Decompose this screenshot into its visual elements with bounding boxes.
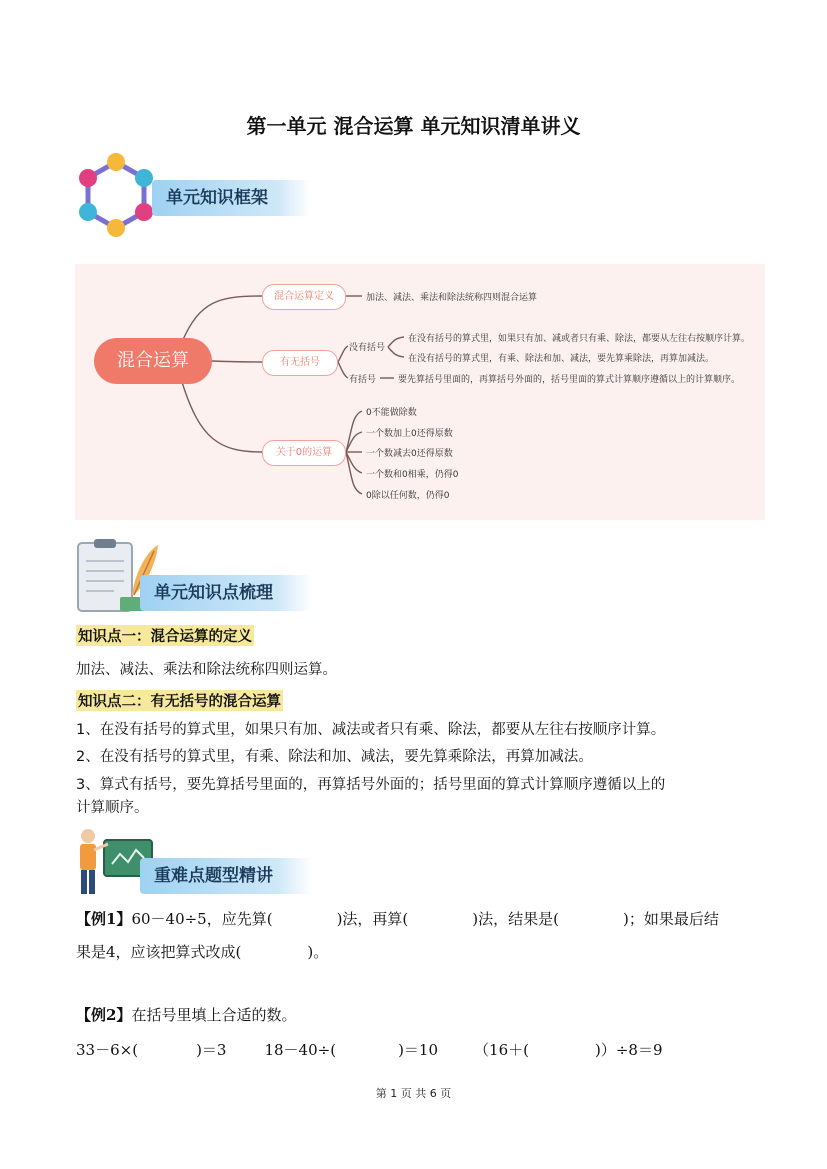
example1-text: )法，再算( [336,910,409,928]
kp2-item: 3、算式有括号，要先算括号里面的，再算括号外面的；括号里面的算式计算顺序遵循以上的 [76,777,666,793]
has-paren-text: 要先算括号里面的，再算括号外面的，括号里面的算式计算顺序遵循以上的计算顺序。 [398,375,741,385]
kp1-heading: 知识点一：混合运算的定义 [76,625,254,646]
example1-line2 [76,941,328,962]
section-title: 重难点题型精讲 [154,866,273,886]
example1-text: )；如果最后结 [623,910,719,928]
section-banner-examples [140,858,312,894]
example1-text: 60－40÷5，应先算( [131,910,273,928]
kp2-item: 2、在没有括号的算式里，有乘、除法和加、减法，要先算乘除法，再算加减法。 [76,749,593,765]
example1-text: )。 [307,943,329,961]
equation-text: )）÷8＝9 [594,1041,663,1059]
section-title: 单元知识框架 [166,188,268,208]
node-parens: 有无括号 [262,350,338,376]
example1-line1 [76,908,719,929]
zero-item: 一个数加上0还得原数 [366,429,453,439]
equation-text: 33－6×( [76,1041,139,1059]
node-zero: 关于0的运算 [262,440,346,466]
page-footer: 第 1 页 共 6 页 [375,1087,452,1100]
no-paren-label: 没有括号 [349,343,386,353]
zero-item: 0除以任何数，仍得0 [366,491,450,501]
example1-tag: 【例1】 [76,910,132,928]
kp2-heading-wrap [76,690,283,711]
zero-item: 一个数减去0还得原数 [366,449,453,459]
kp2-heading: 知识点二：有无括号的混合运算 [76,690,283,711]
equation-text: （16＋( [474,1041,529,1059]
kp2-item: 计算顺序。 [76,800,149,816]
kp1-heading-wrap [76,625,254,646]
example1-text: )法，结果是( [472,910,560,928]
example2-equations [76,1039,663,1060]
definition-text: 加法、减法、乘法和除法统称四则混合运算 [366,293,538,303]
kp1-text: 加法、减法、乘法和除法统称四则运算。 [76,662,337,678]
mind-map-center-node: 混合运算 [94,338,212,384]
zero-item: 一个数和0相乘，仍得0 [366,470,459,480]
section-banner-points [140,575,312,611]
equation-text: )＝10 [398,1041,439,1059]
zero-item: 0不能做除数 [366,408,417,418]
kp2-item: 1、在没有括号的算式里，如果只有加、减法或者只有乘、除法，都要从左往右按顺序计算。 [76,722,666,738]
example1-text: 果是4，应该把算式改成( [76,943,242,961]
has-paren-label: 有括号 [349,375,377,385]
no-paren-item: 在没有括号的算式里，有乘、除法和加、减法，要先算乘除法，再算加减法。 [408,354,715,364]
equation-text: 18－40÷( [264,1041,337,1059]
equation-text: )＝3 [196,1041,227,1059]
example2-text: 在括号里填上合适的数。 [131,1006,297,1024]
section-title: 单元知识点梳理 [154,583,273,603]
node-definition: 混合运算定义 [262,284,346,310]
example2-tag: 【例2】 [76,1006,132,1024]
example2-line [76,1004,296,1025]
no-paren-item: 在没有括号的算式里，如果只有加、减或者只有乘、除法，都要从左往右按顺序计算。 [408,334,751,344]
page-title: 第一单元 混合运算 单元知识清单讲义 [246,114,581,138]
